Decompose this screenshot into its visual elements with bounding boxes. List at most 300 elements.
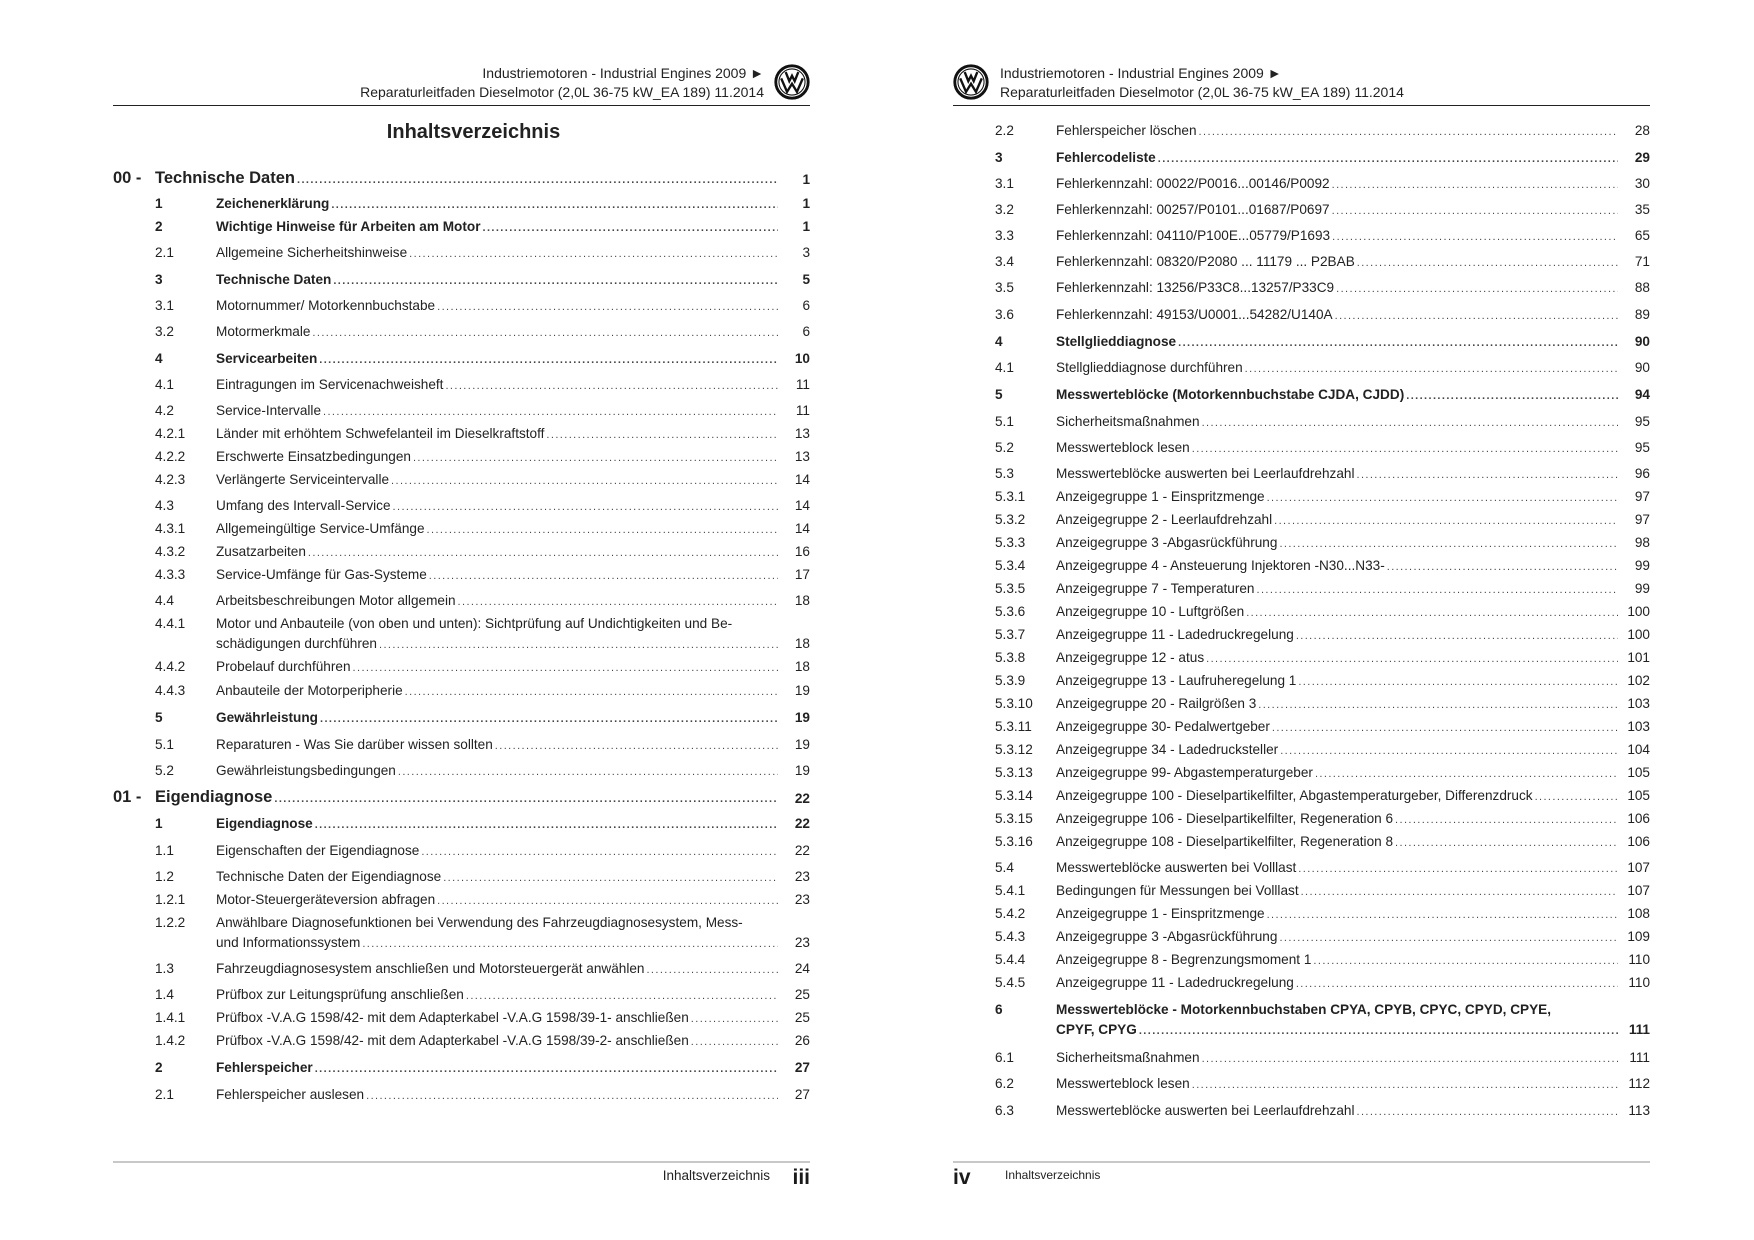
toc-entry-number: 5.3.2 <box>995 512 1026 527</box>
toc-entry-title: Fehlerkennzahl: 00022/P0016...00146/P0092 <box>1056 176 1330 191</box>
header-text <box>360 64 764 102</box>
toc-entry-number: 5.3.11 <box>995 719 1032 734</box>
dot-leader <box>319 350 778 370</box>
toc-entry-number: 5.1 <box>155 737 174 752</box>
toc-entry-page: 106 <box>1627 834 1650 849</box>
toc-entry-page: 11 <box>795 377 810 392</box>
dot-leader <box>546 425 778 445</box>
toc-entry-title: Prüfbox zur Leitungsprüfung anschließen <box>216 987 464 1002</box>
toc-entry-number: 4.2.2 <box>155 449 186 464</box>
dot-leader <box>1296 626 1618 646</box>
dot-leader <box>1395 833 1618 853</box>
toc-entry-page: 35 <box>1634 202 1650 217</box>
toc-entry-number: 4.4 <box>155 593 174 608</box>
vw-logo-icon <box>953 64 989 100</box>
left-page <box>113 0 810 1240</box>
toc-entry-title: Messwerteblock lesen <box>1056 1076 1190 1091</box>
toc-entry-title: Anzeigegruppe 1 - Einspritzmenge <box>1056 489 1265 504</box>
toc-entry-page: 1 <box>802 196 810 211</box>
toc-entry-title: Gewährleistungsbedingungen <box>216 763 396 778</box>
toc-entry-number: 5.3.9 <box>995 673 1026 688</box>
toc-entry-title: Anzeigegruppe 30- Pedalwertgeber <box>1056 719 1270 734</box>
toc-entry-number: 4.4.2 <box>155 659 186 674</box>
toc-entry-number: 5.3.3 <box>995 535 1026 550</box>
toc-entry-title: Gewährleistung <box>216 710 318 725</box>
toc-entry-number: 1.3 <box>155 961 174 976</box>
toc-entry-page: 3 <box>802 245 810 260</box>
toc-entry-title: Anzeigegruppe 11 - Ladedruckregelung <box>1056 627 1294 642</box>
toc-entry-number: 6 <box>995 1002 1003 1017</box>
toc-entry-page: 18 <box>794 659 810 674</box>
toc-entry-page: 14 <box>794 472 810 487</box>
toc-entry-page: 19 <box>794 737 810 752</box>
header-text <box>1000 64 1404 102</box>
toc-entry-title: Sicherheitsmaßnahmen <box>1056 1050 1200 1065</box>
toc-entry-page: 105 <box>1627 788 1650 803</box>
vw-logo-icon <box>774 64 810 100</box>
toc-entry-number: 5.1 <box>995 414 1014 429</box>
toc-entry-number: 4.3.2 <box>155 544 186 559</box>
toc-entry-number: 5.2 <box>155 763 174 778</box>
dot-leader <box>1202 1049 1618 1069</box>
toc-entry-page: 17 <box>794 567 810 582</box>
toc-entry-number: 3.5 <box>995 280 1014 295</box>
toc-entry-number: 5.3.14 <box>995 788 1033 803</box>
toc-entry-title: Eigendiagnose <box>155 788 273 806</box>
dot-leader <box>1267 905 1618 925</box>
toc-entry-number: 3.6 <box>995 307 1014 322</box>
header-line-2: Reparaturleitfaden Dieselmotor (2,0L 36-75 kW_EA 189) 11.2014 <box>360 84 764 100</box>
toc-entry-title: Wichtige Hinweise für Arbeiten am Motor <box>216 219 481 234</box>
toc-entry-page: 13 <box>794 449 810 464</box>
toc-entry-title: Prüfbox -V.A.G 1598/42- mit dem Adapterkabel -V.A.G 1598/39-2- anschließen <box>216 1033 689 1048</box>
toc-entry-number: 3.1 <box>995 176 1014 191</box>
dot-leader <box>437 297 778 317</box>
toc-entry-page: 28 <box>1634 123 1650 138</box>
toc-entry-page: 106 <box>1627 811 1650 826</box>
page-header <box>113 62 810 102</box>
toc-entry-number: 4.1 <box>995 360 1014 375</box>
toc-entry-title: Arbeitsbeschreibungen Motor allgemein <box>216 593 456 608</box>
toc-entry-title: Anzeigegruppe 10 - Luftgrößen <box>1056 604 1245 619</box>
toc-entry-page: 19 <box>794 763 810 778</box>
toc-entry-title: Messwerteblöcke (Motorkennbuchstabe CJDA, CJDD) <box>1056 387 1405 402</box>
toc-entry-title-cont: und Informationssystem <box>216 935 361 950</box>
toc-entry-page: 97 <box>1634 512 1650 527</box>
toc-entry-number: 3.1 <box>155 298 174 313</box>
dot-leader <box>1279 928 1618 948</box>
toc-entry-title: Technische Daten <box>155 169 295 187</box>
footer-rule <box>113 1161 810 1163</box>
toc-entry-title: Fehlerkennzahl: 49153/U0001...54282/U140A <box>1056 307 1333 322</box>
toc-entry-number: 5.3.16 <box>995 834 1033 849</box>
toc-entry-number: 5.4.5 <box>995 975 1026 990</box>
toc-entry-number: 00 - <box>113 169 142 187</box>
toc-entry-title: Anwählbare Diagnosefunktionen bei Verwendung des Fahrzeugdiagnosesystem, Mess- <box>216 915 743 930</box>
toc-entry-number: 4.1 <box>155 377 174 392</box>
toc-entry-page: 14 <box>794 521 810 536</box>
dot-leader <box>1301 882 1618 902</box>
toc-entry-number: 4.3.1 <box>155 521 186 536</box>
dot-leader <box>1332 201 1618 221</box>
toc-entry-page: 19 <box>794 683 810 698</box>
dot-leader <box>323 402 778 422</box>
toc-entry-page: 19 <box>794 710 810 725</box>
toc-entry-page: 90 <box>1634 334 1650 349</box>
dot-leader <box>297 169 778 191</box>
toc-entry-title: Bedingungen für Messungen bei Volllast <box>1056 883 1299 898</box>
toc-entry-page: 110 <box>1628 975 1650 990</box>
footer-label: Inhaltsverzeichnis <box>1005 1168 1101 1182</box>
dot-leader <box>315 815 778 835</box>
dot-leader <box>1246 603 1618 623</box>
dot-leader <box>646 960 778 980</box>
header-line-1: Industriemotoren - Industrial Engines 2009 ► <box>482 65 764 81</box>
toc-entry-title: Fehlerspeicher <box>216 1060 313 1075</box>
toc-entry-number: 2.1 <box>155 245 174 260</box>
toc-entry-page: 23 <box>794 869 810 884</box>
toc-entry-number: 5.2 <box>995 440 1014 455</box>
toc-entry-title: Servicearbeiten <box>216 351 318 366</box>
toc-entry-number: 4.4.3 <box>155 683 186 698</box>
dot-leader <box>466 986 778 1006</box>
toc-entry-number: 5.3.4 <box>995 558 1026 573</box>
dot-leader <box>353 658 778 678</box>
dot-leader <box>482 218 778 238</box>
toc-entry-page: 104 <box>1627 742 1650 757</box>
toc-entry-page: 99 <box>1634 581 1650 596</box>
toc-entry-number: 3.4 <box>995 254 1014 269</box>
footer-rule <box>953 1161 1650 1163</box>
toc-entry-title: Anzeigegruppe 3 -Abgasrückführung <box>1056 535 1278 550</box>
toc-entry-page: 95 <box>1634 440 1650 455</box>
toc-entry-number: 4.2.3 <box>155 472 186 487</box>
dot-leader <box>413 448 778 468</box>
toc-entry-page: 88 <box>1634 280 1650 295</box>
toc-entry-page: 14 <box>794 498 810 513</box>
toc-entry-page: 103 <box>1627 696 1650 711</box>
dot-leader <box>1335 306 1618 326</box>
toc-entry-title: Verlängerte Serviceintervalle <box>216 472 390 487</box>
toc-entry-title: Umfang des Intervall-Service <box>216 498 391 513</box>
toc-entry-title: Allgemeine Sicherheitshinweise <box>216 245 408 260</box>
toc-entry-title: Technische Daten der Eigendiagnose <box>216 869 442 884</box>
dot-leader <box>1336 279 1618 299</box>
toc-entry-page: 6 <box>802 298 810 313</box>
toc-entry-page: 108 <box>1627 906 1650 921</box>
dot-leader <box>315 1059 778 1079</box>
toc-entry-title: Fehlercodeliste <box>1056 150 1156 165</box>
dot-leader <box>1272 718 1618 738</box>
dot-leader <box>1258 695 1618 715</box>
toc-entry-page: 65 <box>1634 228 1650 243</box>
toc-entry-page: 109 <box>1627 929 1650 944</box>
toc-entry-title: Fehlerspeicher auslesen <box>216 1087 365 1102</box>
toc-entry-title: Anzeigegruppe 13 - Laufruheregelung 1 <box>1056 673 1297 688</box>
toc-entry-number: 1.2.1 <box>155 892 186 907</box>
toc-entry-title: Anzeigegruppe 108 - Dieselpartikelfilter, Regeneration 8 <box>1056 834 1394 849</box>
toc-entry-number: 2.1 <box>155 1087 174 1102</box>
toc-entry-page: 23 <box>794 892 810 907</box>
toc-entry-page: 16 <box>794 544 810 559</box>
toc-entry-title: Technische Daten <box>216 272 332 287</box>
toc-entry-number: 1 <box>155 816 163 831</box>
dot-leader <box>437 891 778 911</box>
dot-leader <box>691 1009 778 1029</box>
header-rule <box>953 105 1650 106</box>
toc-entry-page: 22 <box>794 791 810 806</box>
toc-entry-title: Zusatzarbeiten <box>216 544 306 559</box>
dot-leader <box>1535 787 1618 807</box>
toc-entry-number: 2.2 <box>995 123 1014 138</box>
toc-entry-page: 1 <box>802 172 810 187</box>
dot-leader <box>1257 580 1619 600</box>
toc-entry-number: 5.3.10 <box>995 696 1033 711</box>
dot-leader <box>1357 253 1618 273</box>
toc-entry-number: 4.2 <box>155 403 174 418</box>
toc-entry-title: Messwerteblöcke - Motorkennbuchstaben CPYA, CPYB, CPYC, CPYD, CPYE, <box>1056 1002 1552 1017</box>
toc-entry-title: Zeichenerklärung <box>216 196 330 211</box>
toc-entry-number: 6.3 <box>995 1103 1014 1118</box>
dot-leader <box>1139 1021 1618 1041</box>
toc-entry-page: 110 <box>1628 952 1650 967</box>
toc-entry-title: Stellglieddiagnose <box>1056 334 1177 349</box>
toc-entry-title: Anzeigegruppe 8 - Begrenzungsmoment 1 <box>1056 952 1312 967</box>
dot-leader <box>362 934 778 954</box>
toc-entry-page: 105 <box>1627 765 1650 780</box>
toc-entry-page: 6 <box>802 324 810 339</box>
dot-leader <box>1356 465 1618 485</box>
dot-leader <box>1280 741 1618 761</box>
toc-entry-page: 30 <box>1634 176 1650 191</box>
dot-leader <box>691 1032 778 1052</box>
toc-entry-number: 4 <box>155 351 163 366</box>
header-rule <box>113 105 810 106</box>
toc-entry-title: Anbauteile der Motorperipherie <box>216 683 403 698</box>
toc-entry-number: 4.3.3 <box>155 567 186 582</box>
toc-entry-page: 18 <box>794 636 810 651</box>
toc-entry-number: 5 <box>155 710 163 725</box>
dot-leader <box>1313 951 1618 971</box>
toc-entry-number: 6.1 <box>995 1050 1014 1065</box>
toc-entry-number: 1.2.2 <box>155 915 186 930</box>
toc-entry-page: 10 <box>794 351 810 366</box>
toc-entry-page: 18 <box>794 593 810 608</box>
toc-entry-title: Anzeigegruppe 4 - Ansteuerung Injektoren -N30...N33- <box>1056 558 1385 573</box>
toc-entry-number: 1.4 <box>155 987 174 1002</box>
dot-leader <box>421 842 778 862</box>
toc-entry-title: Fehlerkennzahl: 13256/P33C8...13257/P33C9 <box>1056 280 1335 295</box>
dot-leader <box>366 1086 778 1106</box>
toc-entry-page: 11 <box>795 403 810 418</box>
toc-entry-page: 94 <box>1634 387 1650 402</box>
toc-entry-page: 71 <box>1634 254 1650 269</box>
toc-entry-page: 26 <box>794 1033 810 1048</box>
dot-leader <box>1356 1102 1618 1122</box>
toc-entry-page: 101 <box>1627 650 1650 665</box>
toc-entry-page: 5 <box>802 272 810 287</box>
toc-entry-number: 5.4.4 <box>995 952 1026 967</box>
toc-entry-number: 6.2 <box>995 1076 1014 1091</box>
toc-entry-number: 1.2 <box>155 869 174 884</box>
toc-entry-title: Prüfbox -V.A.G 1598/42- mit dem Adapterkabel -V.A.G 1598/39-1- anschließen <box>216 1010 689 1025</box>
dot-leader <box>1395 810 1618 830</box>
dot-leader <box>1245 359 1618 379</box>
toc-entry-number: 5.4.2 <box>995 906 1026 921</box>
toc-entry-number: 3 <box>155 272 163 287</box>
dot-leader <box>393 497 778 517</box>
toc-entry-title: Messwerteblöcke auswerten bei Leerlaufdrehzahl <box>1056 466 1355 481</box>
dot-leader <box>409 244 778 264</box>
toc-entry-number: 4 <box>995 334 1003 349</box>
toc-entry-title: Fehlerkennzahl: 00257/P0101...01687/P0697 <box>1056 202 1330 217</box>
toc-entry-number: 5.3.7 <box>995 627 1026 642</box>
toc-entry-title: Eintragungen im Servicenachweisheft <box>216 377 444 392</box>
toc-entry-title: Service-Umfänge für Gas-Systeme <box>216 567 427 582</box>
dot-leader <box>320 709 778 729</box>
toc-entry-page: 89 <box>1634 307 1650 322</box>
toc-entry-number: 1.4.2 <box>155 1033 186 1048</box>
toc-entry-page: 22 <box>794 816 810 831</box>
toc-entry-number: 5.4.3 <box>995 929 1026 944</box>
dot-leader <box>1296 974 1618 994</box>
toc-entry-title: Erschwerte Einsatzbedingungen <box>216 449 411 464</box>
toc-entry-page: 111 <box>1628 1022 1650 1037</box>
toc-entry-title: Motornummer/ Motorkennbuchstabe <box>216 298 436 313</box>
toc-entry-page: 27 <box>794 1087 810 1102</box>
toc-entry-page: 25 <box>794 1010 810 1025</box>
dot-leader <box>1332 175 1618 195</box>
toc-entry-number: 4.2.1 <box>155 426 186 441</box>
dot-leader <box>1279 534 1618 554</box>
toc-entry-page: 107 <box>1627 883 1650 898</box>
dot-leader <box>398 762 778 782</box>
toc-entry-number: 2 <box>155 1060 163 1075</box>
page-title: Inhaltsverzeichnis <box>386 121 561 143</box>
dot-leader <box>391 471 778 491</box>
toc-entry-page: 102 <box>1627 673 1650 688</box>
toc-entry-title: Fehlerspeicher löschen <box>1056 123 1197 138</box>
toc-entry-title-cont: schädigungen durchführen <box>216 636 377 651</box>
toc-entry-page: 99 <box>1634 558 1650 573</box>
toc-entry-page: 22 <box>794 843 810 858</box>
toc-entry-title: Anzeigegruppe 2 - Leerlaufdrehzahl <box>1056 512 1273 527</box>
dot-leader <box>1192 439 1618 459</box>
toc-entry-page: 25 <box>794 987 810 1002</box>
toc-entry-page: 103 <box>1627 719 1650 734</box>
dot-leader <box>1206 649 1618 669</box>
toc-entry-title-cont: CPYF, CPYG <box>1056 1022 1137 1037</box>
toc-entry-title: Fahrzeugdiagnosesystem anschließen und Motorsteuergerät anwählen <box>216 961 645 976</box>
toc-entry-title: Fehlerkennzahl: 08320/P2080 ... 11179 ... P2BAB <box>1056 254 1355 269</box>
toc-entry-page: 100 <box>1627 604 1650 619</box>
toc-entry-number: 4.3 <box>155 498 174 513</box>
page-header <box>953 62 1650 102</box>
toc-entry-page: 100 <box>1627 627 1650 642</box>
toc-entry-title: Anzeigegruppe 106 - Dieselpartikelfilter, Regeneration 6 <box>1056 811 1394 826</box>
toc-entry-title: Eigendiagnose <box>216 816 313 831</box>
toc-entry-title: Motormerkmale <box>216 324 311 339</box>
toc-entry-title: Anzeigegruppe 11 - Ladedruckregelung <box>1056 975 1294 990</box>
toc-entry-number: 3.2 <box>995 202 1014 217</box>
toc-entry-page: 112 <box>1628 1076 1650 1091</box>
toc-entry-number: 3 <box>995 150 1003 165</box>
dot-leader <box>312 323 778 343</box>
toc-entry-page: 24 <box>794 961 810 976</box>
toc-entry-title: Anzeigegruppe 34 - Ladedrucksteller <box>1056 742 1279 757</box>
toc-entry-number: 2 <box>155 219 163 234</box>
header-line-2: Reparaturleitfaden Dieselmotor (2,0L 36-75 kW_EA 189) 11.2014 <box>1000 84 1404 100</box>
toc-entry-title: Fehlerkennzahl: 04110/P100E...05779/P1693 <box>1056 228 1331 243</box>
toc-entry-title: Sicherheitsmaßnahmen <box>1056 414 1200 429</box>
toc-entry-number: 5.3.15 <box>995 811 1033 826</box>
toc-entry-number: 5.3.8 <box>995 650 1026 665</box>
footer-label: Inhaltsverzeichnis <box>662 1168 770 1183</box>
toc-entry-title: Probelauf durchführen <box>216 659 351 674</box>
footer-page-number: iv <box>953 1166 971 1189</box>
toc-entry-number: 1.1 <box>155 843 174 858</box>
dot-leader <box>1315 764 1618 784</box>
toc-entry-number: 01 - <box>113 788 142 806</box>
dot-leader <box>333 271 778 291</box>
toc-entry-number: 5 <box>995 387 1003 402</box>
toc-entry-number: 1 <box>155 196 163 211</box>
dot-leader <box>1298 672 1618 692</box>
toc-entry-number: 5.4 <box>995 860 1014 875</box>
dot-leader <box>1274 511 1618 531</box>
toc-entry-page: 98 <box>1634 535 1650 550</box>
toc-entry-title: Messwerteblöcke auswerten bei Volllast <box>1056 860 1297 875</box>
toc-entry-title: Messwerteblöcke auswerten bei Leerlaufdrehzahl <box>1056 1103 1355 1118</box>
toc-entry-page: 27 <box>794 1060 810 1075</box>
toc-entry-page: 111 <box>1629 1050 1650 1065</box>
toc-entry-title: Reparaturen - Was Sie darüber wissen sollten <box>216 737 493 752</box>
dot-leader <box>379 635 778 655</box>
dot-leader <box>443 868 778 888</box>
toc-entry-title: Motor und Anbauteile (von oben und unten): Sichtprüfung auf Undichtigkeiten und Be- <box>216 616 733 631</box>
dot-leader <box>1158 149 1618 169</box>
toc-entry-number: 3.2 <box>155 324 174 339</box>
dot-leader <box>1406 386 1618 406</box>
dot-leader <box>1267 488 1618 508</box>
toc-entry-title: Anzeigegruppe 100 - Dieselpartikelfilter, Abgastemperaturgeber, Differenzdruck <box>1056 788 1533 803</box>
dot-leader <box>1202 413 1618 433</box>
toc-entry-number: 5.3.1 <box>995 489 1026 504</box>
toc-entry-page: 96 <box>1634 466 1650 481</box>
dot-leader <box>427 520 778 540</box>
toc-entry-page: 97 <box>1634 489 1650 504</box>
toc-entry-page: 1 <box>802 219 810 234</box>
dot-leader <box>331 195 778 215</box>
toc-entry-title: Anzeigegruppe 3 -Abgasrückführung <box>1056 929 1278 944</box>
dot-leader <box>308 543 778 563</box>
toc-entry-title: Allgemeingültige Service-Umfänge <box>216 521 425 536</box>
dot-leader <box>429 566 778 586</box>
dot-leader <box>405 682 778 702</box>
toc-entry-page: 113 <box>1628 1103 1650 1118</box>
toc-entry-number: 1.4.1 <box>155 1010 186 1025</box>
toc-entry-number: 3.3 <box>995 228 1014 243</box>
dot-leader <box>1298 859 1618 879</box>
toc-entry-page: 95 <box>1634 414 1650 429</box>
footer-page-number: iii <box>792 1166 810 1189</box>
toc-entry-number: 4.4.1 <box>155 616 186 631</box>
toc-entry-title: Motor-Steuergeräteversion abfragen <box>216 892 436 907</box>
toc-entry-page: 90 <box>1634 360 1650 375</box>
dot-leader <box>1332 227 1618 247</box>
dot-leader <box>1192 1075 1618 1095</box>
toc-entry-number: 5.3 <box>995 466 1014 481</box>
